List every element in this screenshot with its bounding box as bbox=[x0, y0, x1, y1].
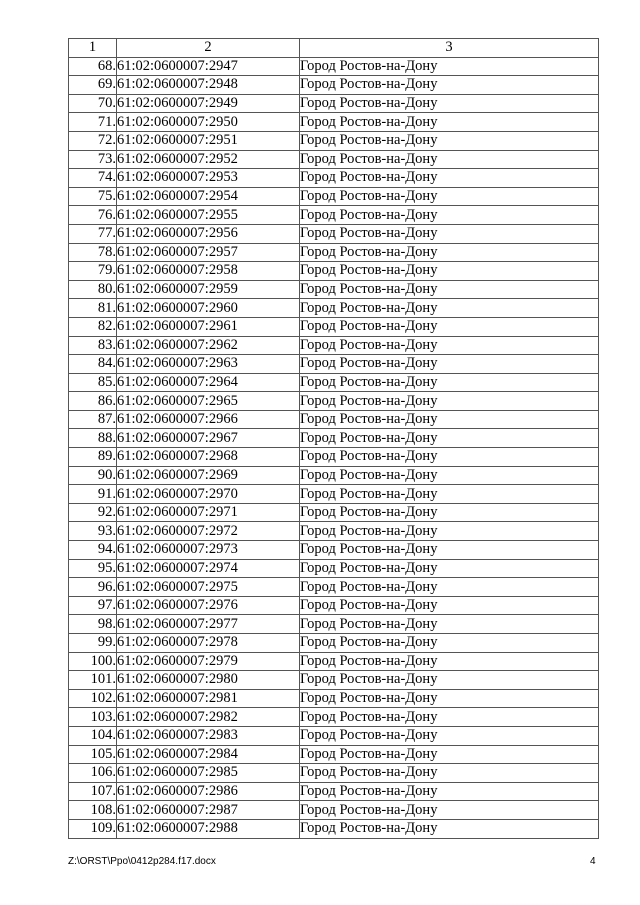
location-cell: Город Ростов-на-Дону bbox=[300, 262, 599, 281]
row-number-cell: 75. bbox=[69, 187, 117, 206]
cadastral-number-cell: 61:02:0600007:2985 bbox=[117, 764, 300, 783]
parcel-table bbox=[68, 38, 599, 839]
row-number-cell: 74. bbox=[69, 169, 117, 188]
row-number-cell: 70. bbox=[69, 94, 117, 113]
table-row bbox=[69, 764, 599, 783]
row-number-cell: 85. bbox=[69, 373, 117, 392]
cadastral-number-cell: 61:02:0600007:2984 bbox=[117, 745, 300, 764]
location-cell: Город Ростов-на-Дону bbox=[300, 317, 599, 336]
location-cell: Город Ростов-на-Дону bbox=[300, 819, 599, 838]
location-cell: Город Ростов-на-Дону bbox=[300, 596, 599, 615]
location-cell: Город Ростов-на-Дону bbox=[300, 94, 599, 113]
row-number-cell: 92. bbox=[69, 503, 117, 522]
row-number-cell: 87. bbox=[69, 410, 117, 429]
table-row bbox=[69, 671, 599, 690]
cadastral-number-cell: 61:02:0600007:2980 bbox=[117, 671, 300, 690]
row-number-cell: 72. bbox=[69, 131, 117, 150]
cadastral-number-cell: 61:02:0600007:2979 bbox=[117, 652, 300, 671]
row-number-cell: 88. bbox=[69, 429, 117, 448]
table-row bbox=[69, 76, 599, 95]
table-row bbox=[69, 541, 599, 560]
cadastral-number-cell: 61:02:0600007:2963 bbox=[117, 355, 300, 374]
location-cell: Город Ростов-на-Дону bbox=[300, 57, 599, 76]
location-cell: Город Ростов-на-Дону bbox=[300, 689, 599, 708]
row-number-cell: 96. bbox=[69, 578, 117, 597]
table-row bbox=[69, 317, 599, 336]
row-number-cell: 90. bbox=[69, 466, 117, 485]
table-row bbox=[69, 559, 599, 578]
location-cell: Город Ростов-на-Дону bbox=[300, 429, 599, 448]
cadastral-number-cell: 61:02:0600007:2948 bbox=[117, 76, 300, 95]
cadastral-number-cell: 61:02:0600007:2973 bbox=[117, 541, 300, 560]
footer-file-path: Z:\ORST\Ppo\0412p284.f17.docx bbox=[68, 856, 216, 867]
location-cell: Город Ростов-на-Дону bbox=[300, 541, 599, 560]
cadastral-number-cell: 61:02:0600007:2968 bbox=[117, 448, 300, 467]
row-number-cell: 78. bbox=[69, 243, 117, 262]
table-header-row bbox=[69, 39, 599, 58]
table-row bbox=[69, 131, 599, 150]
cadastral-number-cell: 61:02:0600007:2978 bbox=[117, 634, 300, 653]
table-row bbox=[69, 206, 599, 225]
table-row bbox=[69, 262, 599, 281]
table-row bbox=[69, 503, 599, 522]
location-cell: Город Ростов-на-Дону bbox=[300, 131, 599, 150]
row-number-cell: 109. bbox=[69, 819, 117, 838]
cadastral-number-cell: 61:02:0600007:2977 bbox=[117, 615, 300, 634]
cadastral-number-cell: 61:02:0600007:2951 bbox=[117, 131, 300, 150]
row-number-cell: 91. bbox=[69, 485, 117, 504]
cadastral-number-cell: 61:02:0600007:2956 bbox=[117, 224, 300, 243]
cadastral-number-cell: 61:02:0600007:2964 bbox=[117, 373, 300, 392]
location-cell: Город Ростов-на-Дону bbox=[300, 615, 599, 634]
table-row bbox=[69, 615, 599, 634]
table-row bbox=[69, 466, 599, 485]
row-number-cell: 107. bbox=[69, 782, 117, 801]
row-number-cell: 81. bbox=[69, 299, 117, 318]
location-cell: Город Ростов-на-Дону bbox=[300, 355, 599, 374]
location-cell: Город Ростов-на-Дону bbox=[300, 578, 599, 597]
table-row bbox=[69, 243, 599, 262]
location-cell: Город Ростов-на-Дону bbox=[300, 466, 599, 485]
table-row bbox=[69, 299, 599, 318]
location-cell: Город Ростов-на-Дону bbox=[300, 559, 599, 578]
location-cell: Город Ростов-на-Дону bbox=[300, 113, 599, 132]
column-header: 2 bbox=[117, 39, 300, 58]
cadastral-number-cell: 61:02:0600007:2969 bbox=[117, 466, 300, 485]
row-number-cell: 69. bbox=[69, 76, 117, 95]
row-number-cell: 98. bbox=[69, 615, 117, 634]
table-row bbox=[69, 429, 599, 448]
cadastral-number-cell: 61:02:0600007:2955 bbox=[117, 206, 300, 225]
table-row bbox=[69, 410, 599, 429]
table-row bbox=[69, 57, 599, 76]
location-cell: Город Ростов-на-Дону bbox=[300, 169, 599, 188]
location-cell: Город Ростов-на-Дону bbox=[300, 485, 599, 504]
table-row bbox=[69, 596, 599, 615]
location-cell: Город Ростов-на-Дону bbox=[300, 652, 599, 671]
location-cell: Город Ростов-на-Дону bbox=[300, 392, 599, 411]
cadastral-number-cell: 61:02:0600007:2957 bbox=[117, 243, 300, 262]
row-number-cell: 97. bbox=[69, 596, 117, 615]
cadastral-number-cell: 61:02:0600007:2952 bbox=[117, 150, 300, 169]
row-number-cell: 86. bbox=[69, 392, 117, 411]
table-row bbox=[69, 782, 599, 801]
table-row bbox=[69, 187, 599, 206]
table-row bbox=[69, 373, 599, 392]
location-cell: Город Ростов-на-Дону bbox=[300, 801, 599, 820]
location-cell: Город Ростов-на-Дону bbox=[300, 782, 599, 801]
footer-page-number: 4 bbox=[590, 856, 596, 867]
cadastral-number-cell: 61:02:0600007:2961 bbox=[117, 317, 300, 336]
location-cell: Город Ростов-на-Дону bbox=[300, 336, 599, 355]
location-cell: Город Ростов-на-Дону bbox=[300, 634, 599, 653]
row-number-cell: 82. bbox=[69, 317, 117, 336]
cadastral-number-cell: 61:02:0600007:2975 bbox=[117, 578, 300, 597]
cadastral-number-cell: 61:02:0600007:2981 bbox=[117, 689, 300, 708]
table-row bbox=[69, 634, 599, 653]
cadastral-number-cell: 61:02:0600007:2959 bbox=[117, 280, 300, 299]
cadastral-number-cell: 61:02:0600007:2967 bbox=[117, 429, 300, 448]
cadastral-number-cell: 61:02:0600007:2986 bbox=[117, 782, 300, 801]
table-row bbox=[69, 150, 599, 169]
table-row bbox=[69, 708, 599, 727]
row-number-cell: 68. bbox=[69, 57, 117, 76]
location-cell: Город Ростов-на-Дону bbox=[300, 448, 599, 467]
cadastral-number-cell: 61:02:0600007:2958 bbox=[117, 262, 300, 281]
cadastral-number-cell: 61:02:0600007:2970 bbox=[117, 485, 300, 504]
cadastral-number-cell: 61:02:0600007:2976 bbox=[117, 596, 300, 615]
table-row bbox=[69, 652, 599, 671]
location-cell: Город Ростов-на-Дону bbox=[300, 745, 599, 764]
row-number-cell: 101. bbox=[69, 671, 117, 690]
row-number-cell: 83. bbox=[69, 336, 117, 355]
cadastral-number-cell: 61:02:0600007:2953 bbox=[117, 169, 300, 188]
location-cell: Город Ростов-на-Дону bbox=[300, 726, 599, 745]
row-number-cell: 80. bbox=[69, 280, 117, 299]
table-row bbox=[69, 819, 599, 838]
table-row bbox=[69, 169, 599, 188]
cadastral-number-cell: 61:02:0600007:2962 bbox=[117, 336, 300, 355]
table-row bbox=[69, 448, 599, 467]
row-number-cell: 99. bbox=[69, 634, 117, 653]
cadastral-number-cell: 61:02:0600007:2971 bbox=[117, 503, 300, 522]
table-row bbox=[69, 522, 599, 541]
table-row bbox=[69, 485, 599, 504]
cadastral-number-cell: 61:02:0600007:2974 bbox=[117, 559, 300, 578]
table-row bbox=[69, 801, 599, 820]
location-cell: Город Ростов-на-Дону bbox=[300, 280, 599, 299]
table-row bbox=[69, 726, 599, 745]
row-number-cell: 76. bbox=[69, 206, 117, 225]
row-number-cell: 103. bbox=[69, 708, 117, 727]
row-number-cell: 93. bbox=[69, 522, 117, 541]
location-cell: Город Ростов-на-Дону bbox=[300, 373, 599, 392]
location-cell: Город Ростов-на-Дону bbox=[300, 671, 599, 690]
row-number-cell: 77. bbox=[69, 224, 117, 243]
table-row bbox=[69, 280, 599, 299]
cadastral-number-cell: 61:02:0600007:2960 bbox=[117, 299, 300, 318]
cadastral-number-cell: 61:02:0600007:2947 bbox=[117, 57, 300, 76]
row-number-cell: 73. bbox=[69, 150, 117, 169]
table-row bbox=[69, 392, 599, 411]
location-cell: Город Ростов-на-Дону bbox=[300, 503, 599, 522]
row-number-cell: 84. bbox=[69, 355, 117, 374]
table-row bbox=[69, 224, 599, 243]
cadastral-number-cell: 61:02:0600007:2987 bbox=[117, 801, 300, 820]
table-row bbox=[69, 689, 599, 708]
row-number-cell: 106. bbox=[69, 764, 117, 783]
cadastral-number-cell: 61:02:0600007:2983 bbox=[117, 726, 300, 745]
cadastral-number-cell: 61:02:0600007:2949 bbox=[117, 94, 300, 113]
location-cell: Город Ростов-на-Дону bbox=[300, 522, 599, 541]
row-number-cell: 95. bbox=[69, 559, 117, 578]
column-header: 1 bbox=[69, 39, 117, 58]
cadastral-number-cell: 61:02:0600007:2954 bbox=[117, 187, 300, 206]
location-cell: Город Ростов-на-Дону bbox=[300, 187, 599, 206]
location-cell: Город Ростов-на-Дону bbox=[300, 243, 599, 262]
row-number-cell: 94. bbox=[69, 541, 117, 560]
location-cell: Город Ростов-на-Дону bbox=[300, 224, 599, 243]
column-header: 3 bbox=[300, 39, 599, 58]
table-row bbox=[69, 355, 599, 374]
location-cell: Город Ростов-на-Дону bbox=[300, 206, 599, 225]
cadastral-number-cell: 61:02:0600007:2982 bbox=[117, 708, 300, 727]
table-row bbox=[69, 94, 599, 113]
table-row bbox=[69, 336, 599, 355]
row-number-cell: 71. bbox=[69, 113, 117, 132]
location-cell: Город Ростов-на-Дону bbox=[300, 410, 599, 429]
row-number-cell: 104. bbox=[69, 726, 117, 745]
row-number-cell: 105. bbox=[69, 745, 117, 764]
location-cell: Город Ростов-на-Дону bbox=[300, 764, 599, 783]
row-number-cell: 79. bbox=[69, 262, 117, 281]
cadastral-number-cell: 61:02:0600007:2950 bbox=[117, 113, 300, 132]
table-row bbox=[69, 745, 599, 764]
table-row bbox=[69, 578, 599, 597]
cadastral-number-cell: 61:02:0600007:2965 bbox=[117, 392, 300, 411]
row-number-cell: 89. bbox=[69, 448, 117, 467]
cadastral-number-cell: 61:02:0600007:2972 bbox=[117, 522, 300, 541]
row-number-cell: 102. bbox=[69, 689, 117, 708]
row-number-cell: 108. bbox=[69, 801, 117, 820]
location-cell: Город Ростов-на-Дону bbox=[300, 150, 599, 169]
table-row bbox=[69, 113, 599, 132]
row-number-cell: 100. bbox=[69, 652, 117, 671]
location-cell: Город Ростов-на-Дону bbox=[300, 76, 599, 95]
cadastral-number-cell: 61:02:0600007:2988 bbox=[117, 819, 300, 838]
location-cell: Город Ростов-на-Дону bbox=[300, 299, 599, 318]
cadastral-number-cell: 61:02:0600007:2966 bbox=[117, 410, 300, 429]
location-cell: Город Ростов-на-Дону bbox=[300, 708, 599, 727]
